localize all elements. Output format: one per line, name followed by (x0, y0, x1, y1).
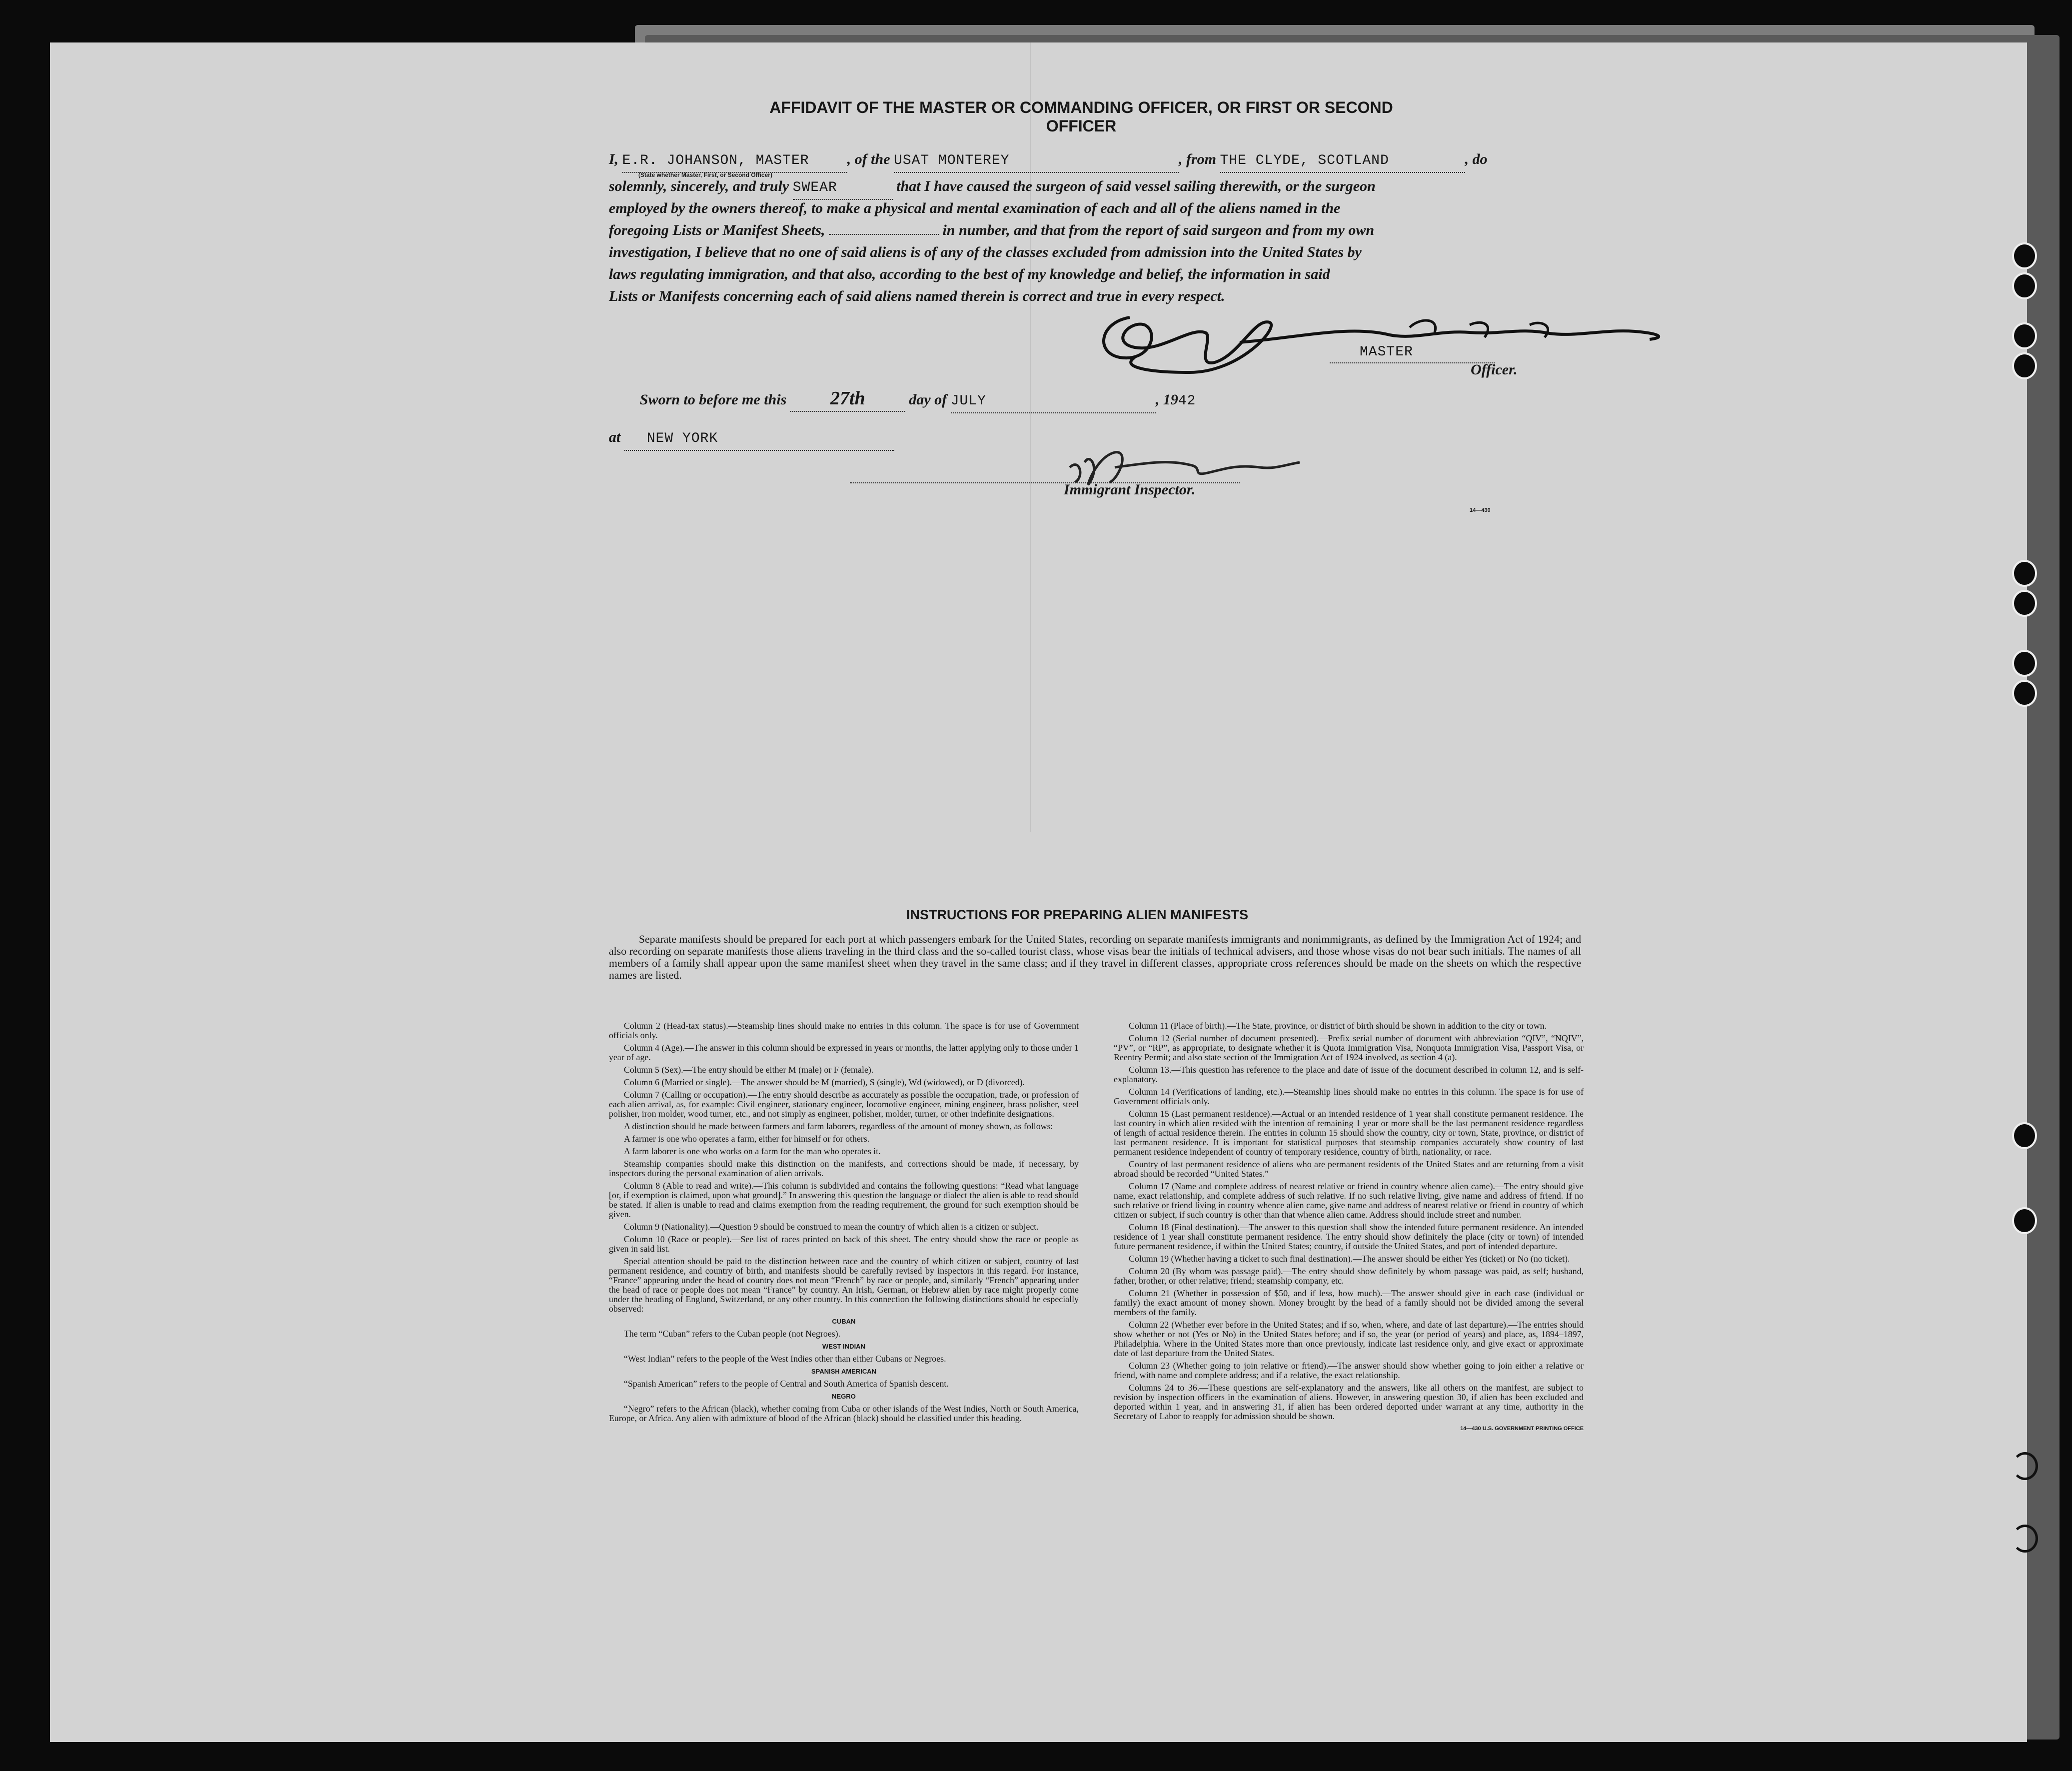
instruction-paragraph: Column 5 (Sex).—The entry should be either M (male) or F (female). (624, 1065, 874, 1075)
instruction-paragraph: Column 19 (Whether having a ticket to such final destination).—The answer should be either Yes (ticket) or No (no ticket). (1129, 1254, 1570, 1264)
binder-hole (2012, 272, 2037, 299)
instruction-paragraph: Column 18 (Final destination).—The answer to this question shall show the intended future permanent residence. An intended residence of 1 year shall constitute permanent residence. The entry should show definitely the place (city or town) of intended future permanent residence, if within the United States; country, if outside the United States, and port of intended departure. (1114, 1222, 1584, 1251)
instruction-paragraph: Column 20 (By whom was passage paid).—The entry should show definitely by whom passage was paid, as self; husband, father, brother, or other relative; friend; steamship company, etc. (1114, 1266, 1584, 1286)
instruction-paragraph: Column 2 (Head-tax status).—Steamship lines should make no entries in this column. The space is for use of Government officials only. (609, 1021, 1079, 1040)
binder-hole (2012, 560, 2037, 587)
departure-port: THE CLYDE, SCOTLAND (1220, 153, 1389, 168)
instructions-intro: Separate manifests should be prepared for each port at which passengers embark for the United States, recording on separate manifests immigrants and nonimmigrants, as defined by the Immigration Act of 1924; and also recording on separate manifests those aliens traveling in the third class and the so-called tourist class, whose visas bear the initials of technical advisers, and those whose visas do not bear such initials. The names of all members of a family shall appear upon the same manifest sheet when they travel in the same class; and if they travel in different classes, appropriate cross references should be made on the sheets on which the respective names are listed. (609, 933, 1581, 981)
instruction-paragraph: Column 7 (Calling or occupation).—The entry should describe as accurately as possible the occupation, trade, or profession of each alien arrival, as, for example: Civil engineer, stationary engineer, locomotive engineer, mining engineer, brass polisher, steel polisher, iron molder, wood turner, etc., and not simply as engineer, polisher, molder, turner, or other indefinite designations. (609, 1090, 1079, 1119)
instruction-paragraph: A distinction should be made between farmers and farm laborers, regardless of the amount of money shown, as follows: (624, 1121, 1053, 1131)
instruction-paragraph: A farmer is one who operates a farm, either for himself or for others. (624, 1134, 870, 1144)
instruction-subheading: NEGRO (832, 1393, 856, 1400)
affidavit-line-3: employed by the owners thereof, to make a physical and mental examination of each and all of the aliens named in the (609, 200, 1341, 216)
instruction-paragraph: Column 22 (Whether ever before in the United States; and if so, when, where, and date of last departure).—The entries should show whether or not (Yes or No) in the United States before; and if so, the year (or period of years) and place, as, 1894–1897, Philadelphia. Where in the United States more than once previously, indicate last residence only, and give exact or approximate date of last departure from the United States. (1114, 1320, 1584, 1358)
vessel-name: USAT MONTEREY (894, 153, 1010, 168)
instruction-paragraph: “West Indian” refers to the people of the West Indies other than either Cubans or Negroes. (624, 1354, 946, 1364)
instruction-paragraph: “Spanish American” refers to the people of Central and South America of Spanish descent. (624, 1379, 949, 1389)
affidavit-line-2: solemnly, sincerely, and truly SWEAR that I have caused the surgeon of said vessel sailing therewith, or the surgeon (609, 175, 1584, 200)
instruction-paragraph: Column 11 (Place of birth).—The State, province, or district of birth should be shown in addition to the city or town. (1129, 1021, 1547, 1031)
instruction-paragraph: Column 13.—This question has reference to the place and date of issue of the document described in column 12, and is self-explanatory. (1114, 1065, 1584, 1084)
binder-holes (2012, 42, 2067, 1742)
binder-hole (2012, 1207, 2037, 1234)
instruction-paragraph: The term “Cuban” refers to the Cuban people (not Negroes). (624, 1329, 841, 1339)
binder-hole (2012, 590, 2037, 617)
instruction-subheading: WEST INDIAN (822, 1343, 865, 1350)
sworn-line: Sworn to before me this 27th day of JULY , 1942 (640, 387, 1615, 413)
officer-name: E.R. JOHANSON, MASTER (622, 153, 809, 168)
instruction-paragraph: Column 15 (Last permanent residence).—Actual or an intended residence of 1 year shall constitute permanent residence. The last country in which alien resided with the intention of remaining 1 year or more shall be the last permanent residence regardless of length of actual residence therein. The entries in column 15 should show the country, city or town, State, province, or district of last permanent residence. It is important for statistical purposes that steamship companies accurately show country of last permanent residence independent of country of temporary residence, country of birth, nationality, or race. (1114, 1109, 1584, 1157)
binder-hole (2012, 1122, 2037, 1149)
form-number: 14—430 (1470, 507, 1491, 513)
officer-caption: Officer. (1471, 361, 1518, 378)
binder-hole (2012, 352, 2037, 379)
sworn-year: 42 (1178, 393, 1196, 409)
affidavit-line-7: Lists or Manifests concerning each of said aliens named therein is correct and true in every respect. (609, 288, 1225, 304)
instruction-paragraph: Column 8 (Able to read and write).—This column is subdivided and contains the following questions: “Read what language [or, if exemption is claimed, upon what ground].” In answering this question the language or dialect the alien is able to read should be stated. If alien is unable to read and claims exemption from the reading requirement, the ground for such exemption should be given. (609, 1181, 1079, 1219)
binder-hole (2012, 1525, 2038, 1553)
master-signature (1090, 297, 1670, 382)
instruction-paragraph: Column 14 (Verifications of landing, etc.).—Steamship lines should make no entries in this column. The space is for use of Government officials only. (1114, 1087, 1584, 1106)
sworn-day: 27th (830, 388, 865, 409)
binder-hole (2012, 650, 2037, 677)
manifest-sheet (50, 42, 2027, 1742)
sworn-place-line: at NEW YORK (609, 426, 1584, 451)
oath-word: SWEAR (792, 180, 837, 195)
sworn-month: JULY (950, 393, 986, 409)
rank-note: (State whether Master, First, or Second Officer) (638, 171, 773, 178)
inspector-caption: Immigrant Inspector. (1064, 481, 1196, 498)
instructions-left-column (609, 1021, 1079, 1426)
affidavit-line-6: laws regulating immigration, and that also, according to the best of my knowledge and belief, the information in said (609, 266, 1330, 282)
instruction-paragraph: Special attention should be paid to the distinction between race and the country of which citizen or subject, country of last permanent residence, and country of birth, and manifests should be carefully revised by inspectors in this regard. For instance, “France” appearing under the head of country does not mean “French” by race or people, and, similarly “French” appearing under the head of race or people does not mean “France” by country. An Irish, German, or Hebrew alien by race might properly come under the heading of England, Switzerland, or any other country. In this connection the following distinctions should be especially observed: (609, 1256, 1079, 1314)
instruction-paragraph: Column 23 (Whether going to join relative or friend).—The answer should show whether going to join either a relative or friend, with name and complete address; and if a relative, the exact relationship. (1114, 1361, 1584, 1380)
instruction-paragraph: Column 17 (Name and complete address of nearest relative or friend in country whence alien came).—The entry should give name, exact relationship, and complete address of such relative. If no such relative living, give name and address of friend. If no such relative or friend living in country whence alien came, give name and address of nearest relative or friend in country of which citizen or subject, if such country is other than that whence alien came. Address should include street and number. (1114, 1181, 1584, 1220)
instruction-paragraph: Columns 24 to 36.—These questions are self-explanatory and the answers, like all others on the manifest, are subject to revision by inspection officers in the examination of aliens. However, in answering question 30, if alien has been excluded and deported within 1 year, and in answering 31, if alien has been ordered deported under warrant at any time, authority in the Secretary of Labor to reapply for admission should be shown. (1114, 1383, 1584, 1421)
instruction-paragraph: Column 10 (Race or people).—See list of races printed on back of this sheet. The entry should show the race or people as given in said list. (609, 1234, 1079, 1254)
instruction-paragraph: Country of last permanent residence of aliens who are permanent residents of the United States and are returning from a visit abroad should be recorded “United States.” (1114, 1159, 1584, 1179)
instruction-paragraph: “Negro” refers to the African (black), whether coming from Cuba or other islands of the West Indies, North or South America, Europe, or Africa. Any alien with admixture of blood of the African (black) should be classified under this heading. (609, 1404, 1079, 1423)
affidavit-title: AFFIDAVIT OF THE MASTER OR COMMANDING OFFICER, OR FIRST OR SECOND OFFICER (769, 98, 1393, 135)
binder-hole (2012, 322, 2037, 349)
affidavit-line-5: investigation, I believe that no one of said aliens is of any of the classes excluded from admission into the United States by (609, 244, 1362, 260)
instruction-paragraph: A farm laborer is one who works on a farm for the man who operates it. (624, 1146, 881, 1156)
sworn-place: NEW YORK (646, 431, 718, 446)
officer-rank: MASTER (1360, 344, 1413, 360)
instructions-title: INSTRUCTIONS FOR PREPARING ALIEN MANIFESTS (906, 907, 1249, 922)
instruction-subheading: SPANISH AMERICAN (811, 1368, 876, 1375)
instruction-paragraph: Column 6 (Married or single).—The answer should be M (married), S (single), Wd (widowed), or D (divorced). (624, 1077, 1025, 1087)
binder-hole (2012, 1452, 2038, 1480)
printing-office-footer: 14—430 U.S. GOVERNMENT PRINTING OFFICE (1460, 1426, 1584, 1432)
instruction-subheading: CUBAN (832, 1318, 856, 1325)
affidavit-line-1: I, E.R. JOHANSON, MASTER , of the USAT MONTEREY , from THE CLYDE, SCOTLAND , do (609, 148, 1584, 173)
binder-hole (2012, 680, 2037, 707)
binder-hole (2012, 242, 2037, 269)
affidavit-line-4: foregoing Lists or Manifest Sheets, in number, and that from the report of said surgeon and from my own (609, 222, 1375, 238)
instruction-paragraph: Column 21 (Whether in possession of $50, and if less, how much).—The answer should give in each case (individual or family) the exact amount of money shown. Money brought by the head of a family should not be divided among the several members of the family. (1114, 1288, 1584, 1317)
instruction-paragraph: Column 9 (Nationality).—Question 9 should be construed to mean the country of which alien is a citizen or subject. (624, 1222, 1039, 1232)
instruction-paragraph: Column 12 (Serial number of document presented).—Prefix serial number of document with abbreviation “QIV”, “NQIV”, “PV”, or “RP”, as appropriate, to designate whether it is Quota Immigration Visa, Nonquota Immigration Visa, Passport Visa, or Reentry Permit; and also state section of the Immigration Act of 1924 involved, as section 4 (a). (1114, 1033, 1584, 1062)
instruction-paragraph: Column 4 (Age).—The answer in this column should be expressed in years or months, the latter applying only to those under 1 year of age. (609, 1043, 1079, 1062)
instructions-right-column (1114, 1021, 1584, 1437)
instruction-paragraph: Steamship companies should make this distinction on the manifests, and corrections should be made, if necessary, by inspectors during the personal examination of alien arrivals. (609, 1159, 1079, 1178)
